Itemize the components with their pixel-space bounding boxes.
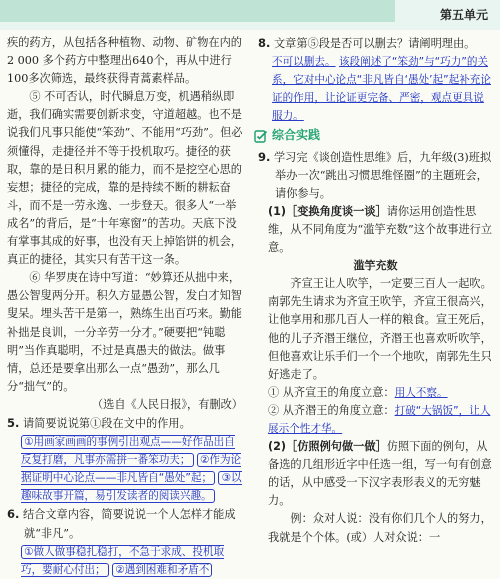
question-text: 请简要说说第①段在文中的作用。 — [22, 416, 191, 430]
paragraph-5: ⑤ 不可否认，时代瞬息万变，机遇稍纵即逝，我们确实需要创新求变，守道超越。也不是说我们凡事只能使“笨劲”、不能用“巧劲”。但必须懂得，走捷径并不等于投机取巧。捷径的获取，靠的是日积月累的能力，而不是挖空心思的妄想；捷径的完成，靠的是持续不断的耕耘奋斗，而不是一劳永逸、一步登天。很多人“一举成名”的背后，是“十年寒窗”的苦功。天底下没有掌事其成的好事，也没有天上掉馅饼的机会，真正的捷径，其实只有苦干这一条。 — [7, 90, 243, 267]
task-2 — [258, 438, 493, 510]
answer-8 — [258, 53, 493, 125]
task-1-text: 请你运用创造性思维，从不同角度为“滥竽充数”这个故事进行立意。 — [268, 204, 493, 255]
answer-5 — [7, 433, 243, 505]
example-sentence: 例：众对人说：没有你们几个人的努力，我就是个个体。(或）人对众说：一 — [268, 512, 492, 544]
answer-8-reason: 该段阐述了“笨劲”与“巧力”的关系，它对中心论点“非凡皆自‘愚处’起”起补充论证的作用，让论证更完备、严密，观点更具说服力。 — [272, 56, 491, 123]
question-text: 学习完《谈创造性思维》后，九年级(3)班拟举办一次“跳出习惯思维怪圈”的主题班会，请你参与。 — [273, 150, 492, 200]
question-number: 8. — [258, 36, 271, 50]
section-header — [254, 126, 493, 144]
question-number: 5. — [7, 415, 20, 430]
answer-6-part2: ②遇到困难和矛盾不 — [112, 563, 212, 577]
unit-label: 第五单元 — [439, 8, 488, 22]
answer-6 — [7, 543, 243, 579]
question-text: 文章第⑤段是否可以删去？请阐明理由。 — [273, 37, 476, 50]
question-6 — [7, 505, 243, 542]
paragraph-4-tail: 疾的药方，从包括各种植物、动物、矿物在内的2 000 多个药方中整理出640个，再从中进行100多次筛选，最终获得青蒿素样品。 — [7, 36, 242, 86]
fill-1-prompt: ① 从齐宣王的角度立意： — [268, 385, 395, 399]
question-number: 6. — [7, 507, 20, 522]
task-2-text: 仿照下面的例句，从备选的几组形近字中任选一组，写一句有创意的话，从中感受一下汉字表形表义的无穷魅力。 — [268, 440, 492, 508]
answer-5-part2: ②作为论据证明中心论点——非凡皆自“愚处”起； — [21, 454, 242, 485]
question-text: 结合文章内容，简要说说一个人怎样才能成就“非凡”。 — [22, 508, 236, 540]
article-source: （选自《人民日报》，有删改） — [91, 397, 243, 411]
paragraph-6: ⑥ 华罗庚在诗中写道：“妙算还从拙中来，愚公智叟两分开。积久方显愚公智，发白才知智叟呆。埋头苦干是第一，熟练生出百巧来。勤能补拙是良训，一分辛劳一分才。”硬要把“钝聪明”当作真聪明，不过是真愚夫的做法。做事情，总还是要拿出那么一点“愚劲”，那么几分“拙气”的。 — [7, 271, 242, 393]
task-1 — [258, 203, 493, 257]
checklist-icon — [254, 129, 268, 143]
answer-6-part1: ①做人做事稳扎稳打，不急于求成、投机取巧，要耐心付出； — [21, 545, 225, 576]
fill-1-answer: 用人不察。 — [394, 386, 448, 399]
answer-5-part1: ①用画家画画的事例引出观点——好作品出自反复打磨，凡事亦需拼一番笨功夫； — [21, 436, 235, 467]
header-band — [0, 0, 500, 30]
story-title: 滥竽充数 — [353, 259, 398, 273]
task-2-label: (2)［仿照例句做一做］ — [268, 440, 387, 454]
fill-1 — [258, 384, 493, 402]
question-9 — [258, 148, 493, 203]
question-5 — [7, 414, 243, 433]
task-1-label: (1)［变换角度谈一谈］ — [268, 204, 387, 218]
header-stripe — [0, 0, 395, 22]
answer-8-verdict: 不可以删去。 — [272, 56, 336, 69]
section-title: 综合实践 — [272, 128, 321, 143]
question-number: 9. — [258, 149, 271, 164]
right-column — [258, 34, 493, 547]
fill-2 — [258, 402, 493, 438]
question-8 — [258, 34, 493, 53]
answer-5-part3: ③以趣味故事开篇，易引发读者的阅读兴趣。 — [21, 472, 242, 503]
story-text: 齐宣王让人吹竽，一定要三百人一起吹。南郭先生请求为齐宣王吹竽，齐宣王很高兴，让他享用和那几百人一样的粮食。宣王死后，他的儿子齐湣王继位，齐湣王也喜欢听吹竽，但他喜欢让乐手们一个一个地吹，南郭先生只好逃走了。 — [268, 277, 492, 381]
fill-2-prompt: ② 从齐湣王的角度立意： — [268, 403, 395, 417]
left-column — [7, 34, 243, 579]
fill-2-answer: 打破“大锅饭”，让人展示个性才华。 — [268, 404, 491, 435]
